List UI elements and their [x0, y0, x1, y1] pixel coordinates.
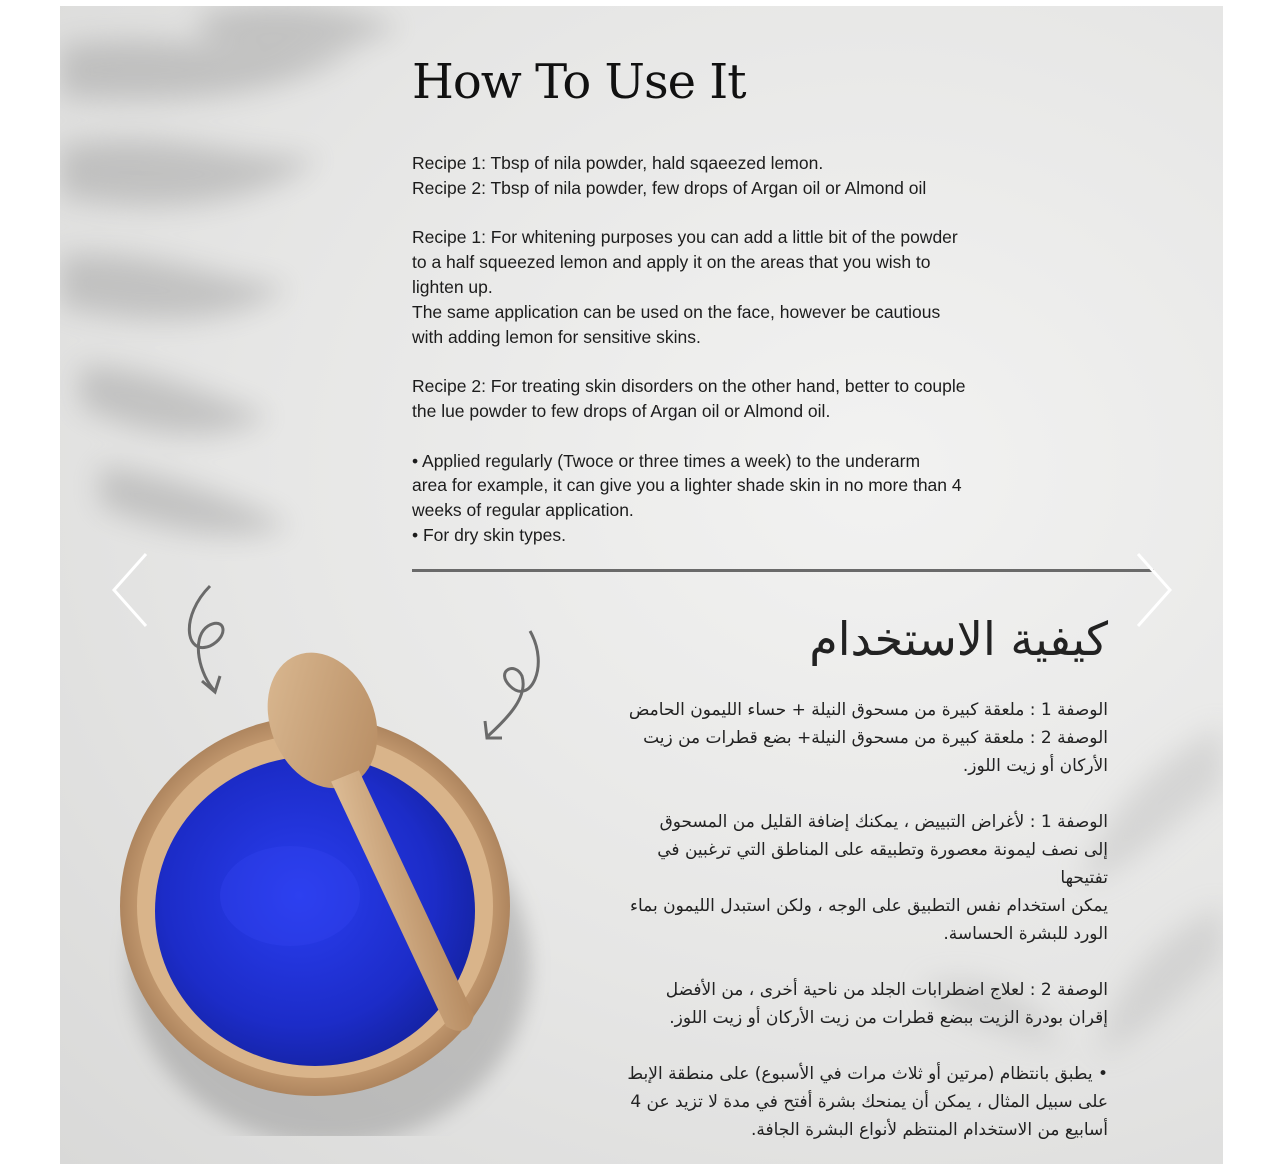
recipe1-line-ar: الوصفة 1 : لأغراض التبييض ، يمكنك إضافة القليل من المسحوق: [659, 812, 1108, 832]
note-line: weeks of regular application.: [412, 500, 634, 521]
note-line-ar: على سبيل المثال ، يمكن أن يمنحك بشرة أفتح في مدة لا تزيد عن 4: [630, 1092, 1108, 1112]
note-line: • Applied regularly (Twoce or three times a week) to the underarm: [412, 450, 921, 471]
recipe1-line-ar: تفتيحها: [1060, 868, 1108, 888]
note-line: • For dry skin types.: [412, 524, 566, 545]
instructions-arabic: [548, 696, 1108, 1144]
recipe1-line: lighten up.: [412, 276, 493, 297]
recipe1-line: to a half squeezed lemon and apply it on the areas that you wish to: [412, 252, 931, 273]
curly-arrow-right-icon: [488, 631, 538, 736]
recipe2-line: Recipe 2: For treating skin disorders on the other hand, better to couple: [412, 376, 966, 397]
note-line: area for example, it can give you a lighter shade skin in no more than 4: [412, 475, 962, 496]
intro-line-ar: الوصفة 2 : ملعقة كبيرة من مسحوق النيلة+ بضع قطرات من زيت: [643, 728, 1108, 748]
product-info-card: [60, 6, 1223, 1164]
recipe2-line-ar: إقران بودرة الزيت ببضع قطرات من زيت الأركان أو زيت اللوز.: [669, 1008, 1108, 1028]
intro-line: Recipe 1: Tbsp of nila powder, hald sqaeezed lemon.: [412, 153, 824, 173]
note-line-ar: • يطبق بانتظام (مرتين أو ثلاث مرات في الأسبوع) على منطقة الإبط: [627, 1064, 1108, 1084]
bowl-of-blue-powder-image: [90, 576, 560, 1136]
intro-line: Recipe 2: Tbsp of nila powder, few drops of Argan oil or Almond oil: [412, 177, 927, 198]
intro-line-ar: الأركان أو زيت اللوز.: [962, 756, 1108, 776]
recipe1-line: with adding lemon for sensitive skins.: [412, 326, 701, 347]
recipe2-line-ar: الوصفة 2 : لعلاج اضطرابات الجلد من ناحية أخرى ، من الأفضل: [665, 980, 1108, 1000]
chevron-right-icon: [1132, 550, 1176, 630]
recipe1-line-ar: يمكن استخدام نفس التطبيق على الوجه ، ولكن استبدل الليمون بماء: [629, 896, 1108, 916]
carousel-next-button[interactable]: [1132, 550, 1176, 630]
recipe1-line: The same application can be used on the face, however be cautious: [412, 301, 941, 322]
curly-arrow-left-icon: [189, 586, 223, 691]
note-line-ar: أسابيع من الاستخدام المنتظم لأنواع البشرة الجافة.: [751, 1120, 1108, 1140]
intro-line-ar: الوصفة 1 : ملعقة كبيرة من مسحوق النيلة + حساء الليمون الحامض: [628, 700, 1108, 720]
recipe1-line: Recipe 1: For whitening purposes you can add a little bit of the powder: [412, 227, 958, 248]
instructions-english: [412, 151, 1072, 548]
recipe2-line: the lue powder to few drops of Argan oil or Almond oil.: [412, 400, 831, 421]
heading-arabic: كيفية الاستخدام: [809, 612, 1108, 666]
product-illustration: [90, 576, 560, 1136]
recipe1-line-ar: إلى نصف ليمونة معصورة وتطبيقه على المناطق التي ترغبين في: [657, 840, 1108, 860]
recipe1-line-ar: الورد للبشرة الحساسة.: [943, 924, 1108, 944]
heading-english: How To Use It: [412, 54, 746, 110]
section-divider: [412, 569, 1154, 572]
